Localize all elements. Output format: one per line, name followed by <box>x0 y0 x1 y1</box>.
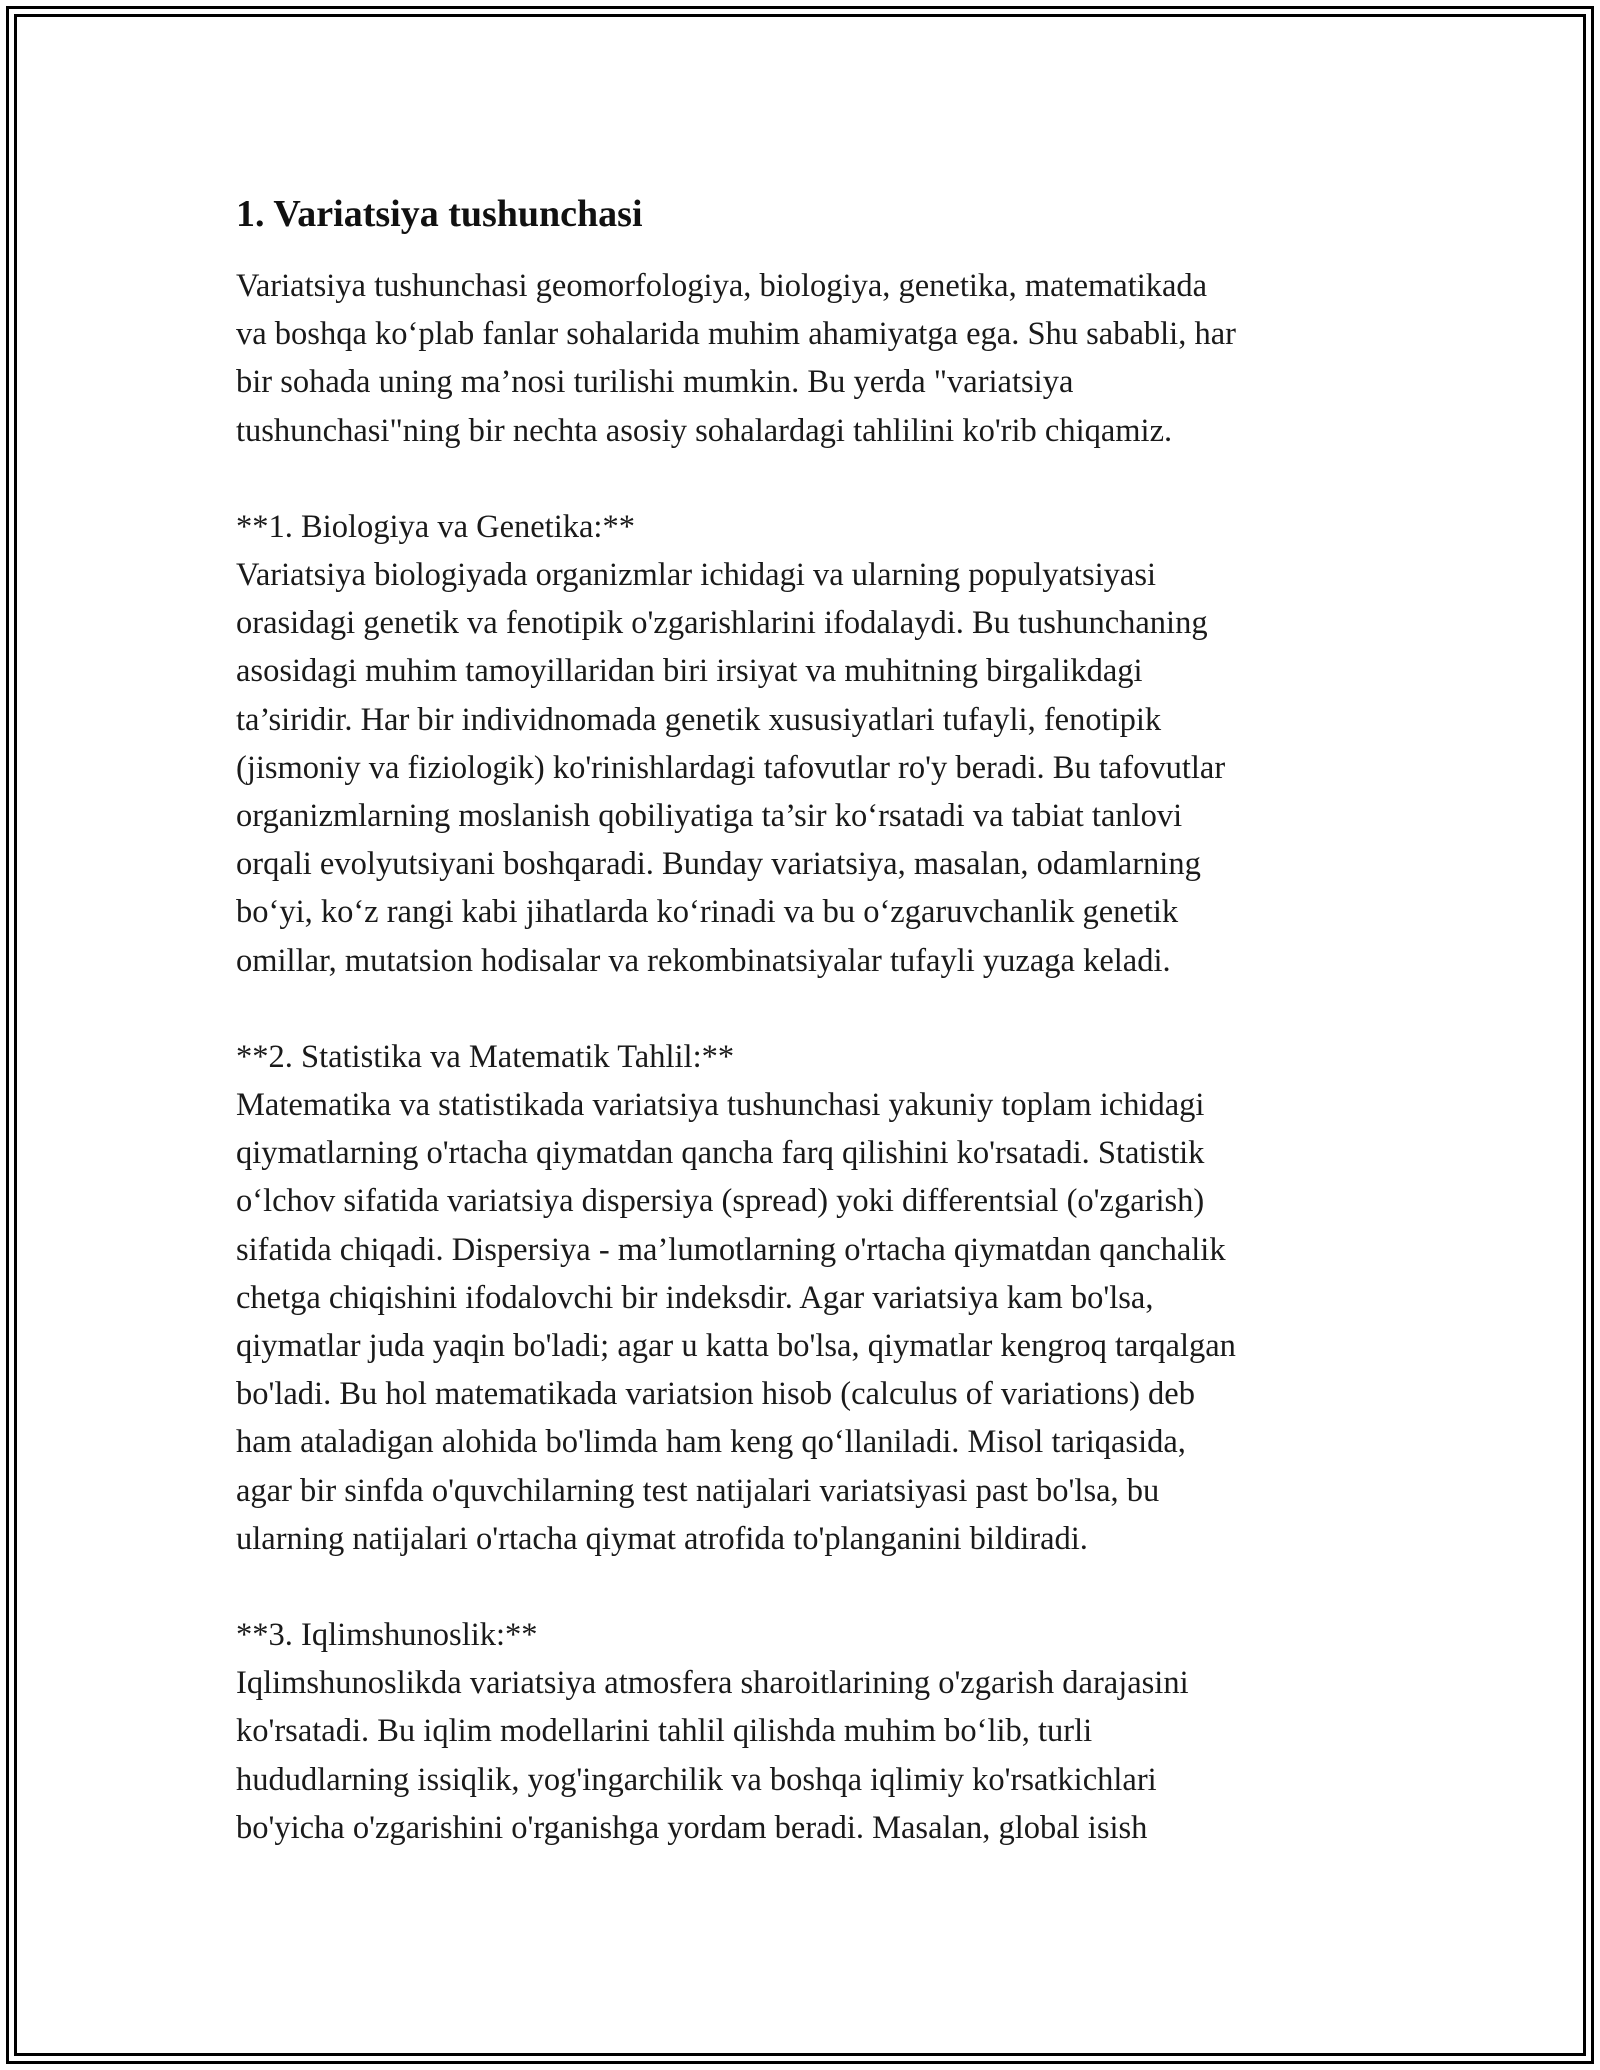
text-line: qiymatlar juda yaqin bo'ladi; agar u katta bo'lsa, qiymatlar kengroq tarqalgan <box>236 1328 1236 1365</box>
text-line: bir sohada uning ma’nosi turilishi mumkin. Bu yerda "variatsiya <box>236 364 1074 401</box>
subsection-iqlimshunoslik <box>236 1611 1376 1852</box>
intro-paragraph <box>236 262 1376 455</box>
text-line: (jismoniy va fiziologik) ko'rinishlardagi tafovutlar ro'y beradi. Bu tafovutlar <box>236 749 1226 786</box>
text-line: bo'ladi. Bu hol matematikada variatsion hisob (calculus of variations) deb <box>236 1376 1195 1413</box>
text-line: omillar, mutatsion hodisalar va rekombinatsiyalar tufayli yuzaga keladi. <box>236 942 1171 979</box>
text-line: va boshqa ko‘plab fanlar sohalarida muhim ahamiyatga ega. Shu sababli, har <box>236 316 1236 353</box>
paragraph-spacer <box>236 985 1376 1033</box>
paragraph-spacer <box>236 455 1376 503</box>
text-line: ta’siridir. Har bir individnomada genetik xususiyatlari tufayli, fenotipik <box>236 701 1162 738</box>
document-body <box>236 186 1376 1852</box>
subsection-title: **1. Biologiya va Genetika:** <box>236 508 635 545</box>
text-line: bo'yicha o'zgarishini o'rganishga yordam beradi. Masalan, global isish <box>236 1809 1148 1846</box>
text-line: organizmlarning moslanish qobiliyatiga ta’sir ko‘rsatadi va tabiat tanlovi <box>236 798 1183 835</box>
paragraph-spacer <box>236 1563 1376 1611</box>
subsection-title: **2. Statistika va Matematik Tahlil:** <box>236 1038 735 1075</box>
text-line: asosidagi muhim tamoyillaridan biri irsiyat va muhitning birgalikdagi <box>236 653 1143 690</box>
text-line: orasidagi genetik va fenotipik o'zgarishlarini ifodalaydi. Bu tushunchaning <box>236 605 1208 642</box>
text-line: Iqlimshunoslikda variatsiya atmosfera sharoitlarining o'zgarish darajasini <box>236 1665 1189 1702</box>
section-heading: 1. Variatsiya tushunchasi <box>236 193 643 235</box>
text-line: Variatsiya tushunchasi geomorfologiya, biologiya, genetika, matematikada <box>236 268 1208 304</box>
text-line: agar bir sinfda o'quvchilarning test natijalari variatsiyasi past bo'lsa, bu <box>236 1472 1160 1509</box>
text-line: tushunchasi"ning bir nechta asosiy sohalardagi tahlilini ko'rib chiqamiz. <box>236 412 1173 449</box>
text-line: qiymatlarning o'rtacha qiymatdan qancha farq qilishini ko'rsatadi. Statistik <box>236 1135 1205 1172</box>
text-line: hududlarning issiqlik, yog'ingarchilik va boshqa iqlimiy ko'rsatkichlari <box>236 1761 1157 1798</box>
text-line: ham ataladigan alohida bo'limda ham keng qo‘llaniladi. Misol tariqasida, <box>236 1424 1186 1461</box>
text-line: sifatida chiqadi. Dispersiya - ma’lumotlarning o'rtacha qiymatdan qanchalik <box>236 1231 1226 1268</box>
text-line: Matematika va statistikada variatsiya tushunchasi yakuniy toplam ichidagi <box>236 1087 1205 1124</box>
text-line: chetga chiqishini ifodalovchi bir indeksdir. Agar variatsiya kam bo'lsa, <box>236 1279 1154 1316</box>
subsection-statistika <box>236 1033 1376 1563</box>
text-line: orqali evolyutsiyani boshqaradi. Bunday variatsiya, masalan, odamlarning <box>236 846 1201 883</box>
text-line: o‘lchov sifatida variatsiya dispersiya (spread) yoki differentsial (o'zgarish) <box>236 1183 1205 1220</box>
text-line: ko'rsatadi. Bu iqlim modellarini tahlil qilishda muhim bo‘lib, turli <box>236 1713 1093 1750</box>
text-line: bo‘yi, ko‘z rangi kabi jihatlarda ko‘rinadi va bu o‘zgaruvchanlik genetik <box>236 894 1179 931</box>
subsection-title: **3. Iqlimshunoslik:** <box>236 1617 538 1654</box>
subsection-biologiya <box>236 503 1376 985</box>
text-line: ularning natijalari o'rtacha qiymat atrofida to'planganini bildiradi. <box>236 1520 1088 1557</box>
text-line: Variatsiya biologiyada organizmlar ichidagi va ularning populyatsiyasi <box>236 557 1156 594</box>
